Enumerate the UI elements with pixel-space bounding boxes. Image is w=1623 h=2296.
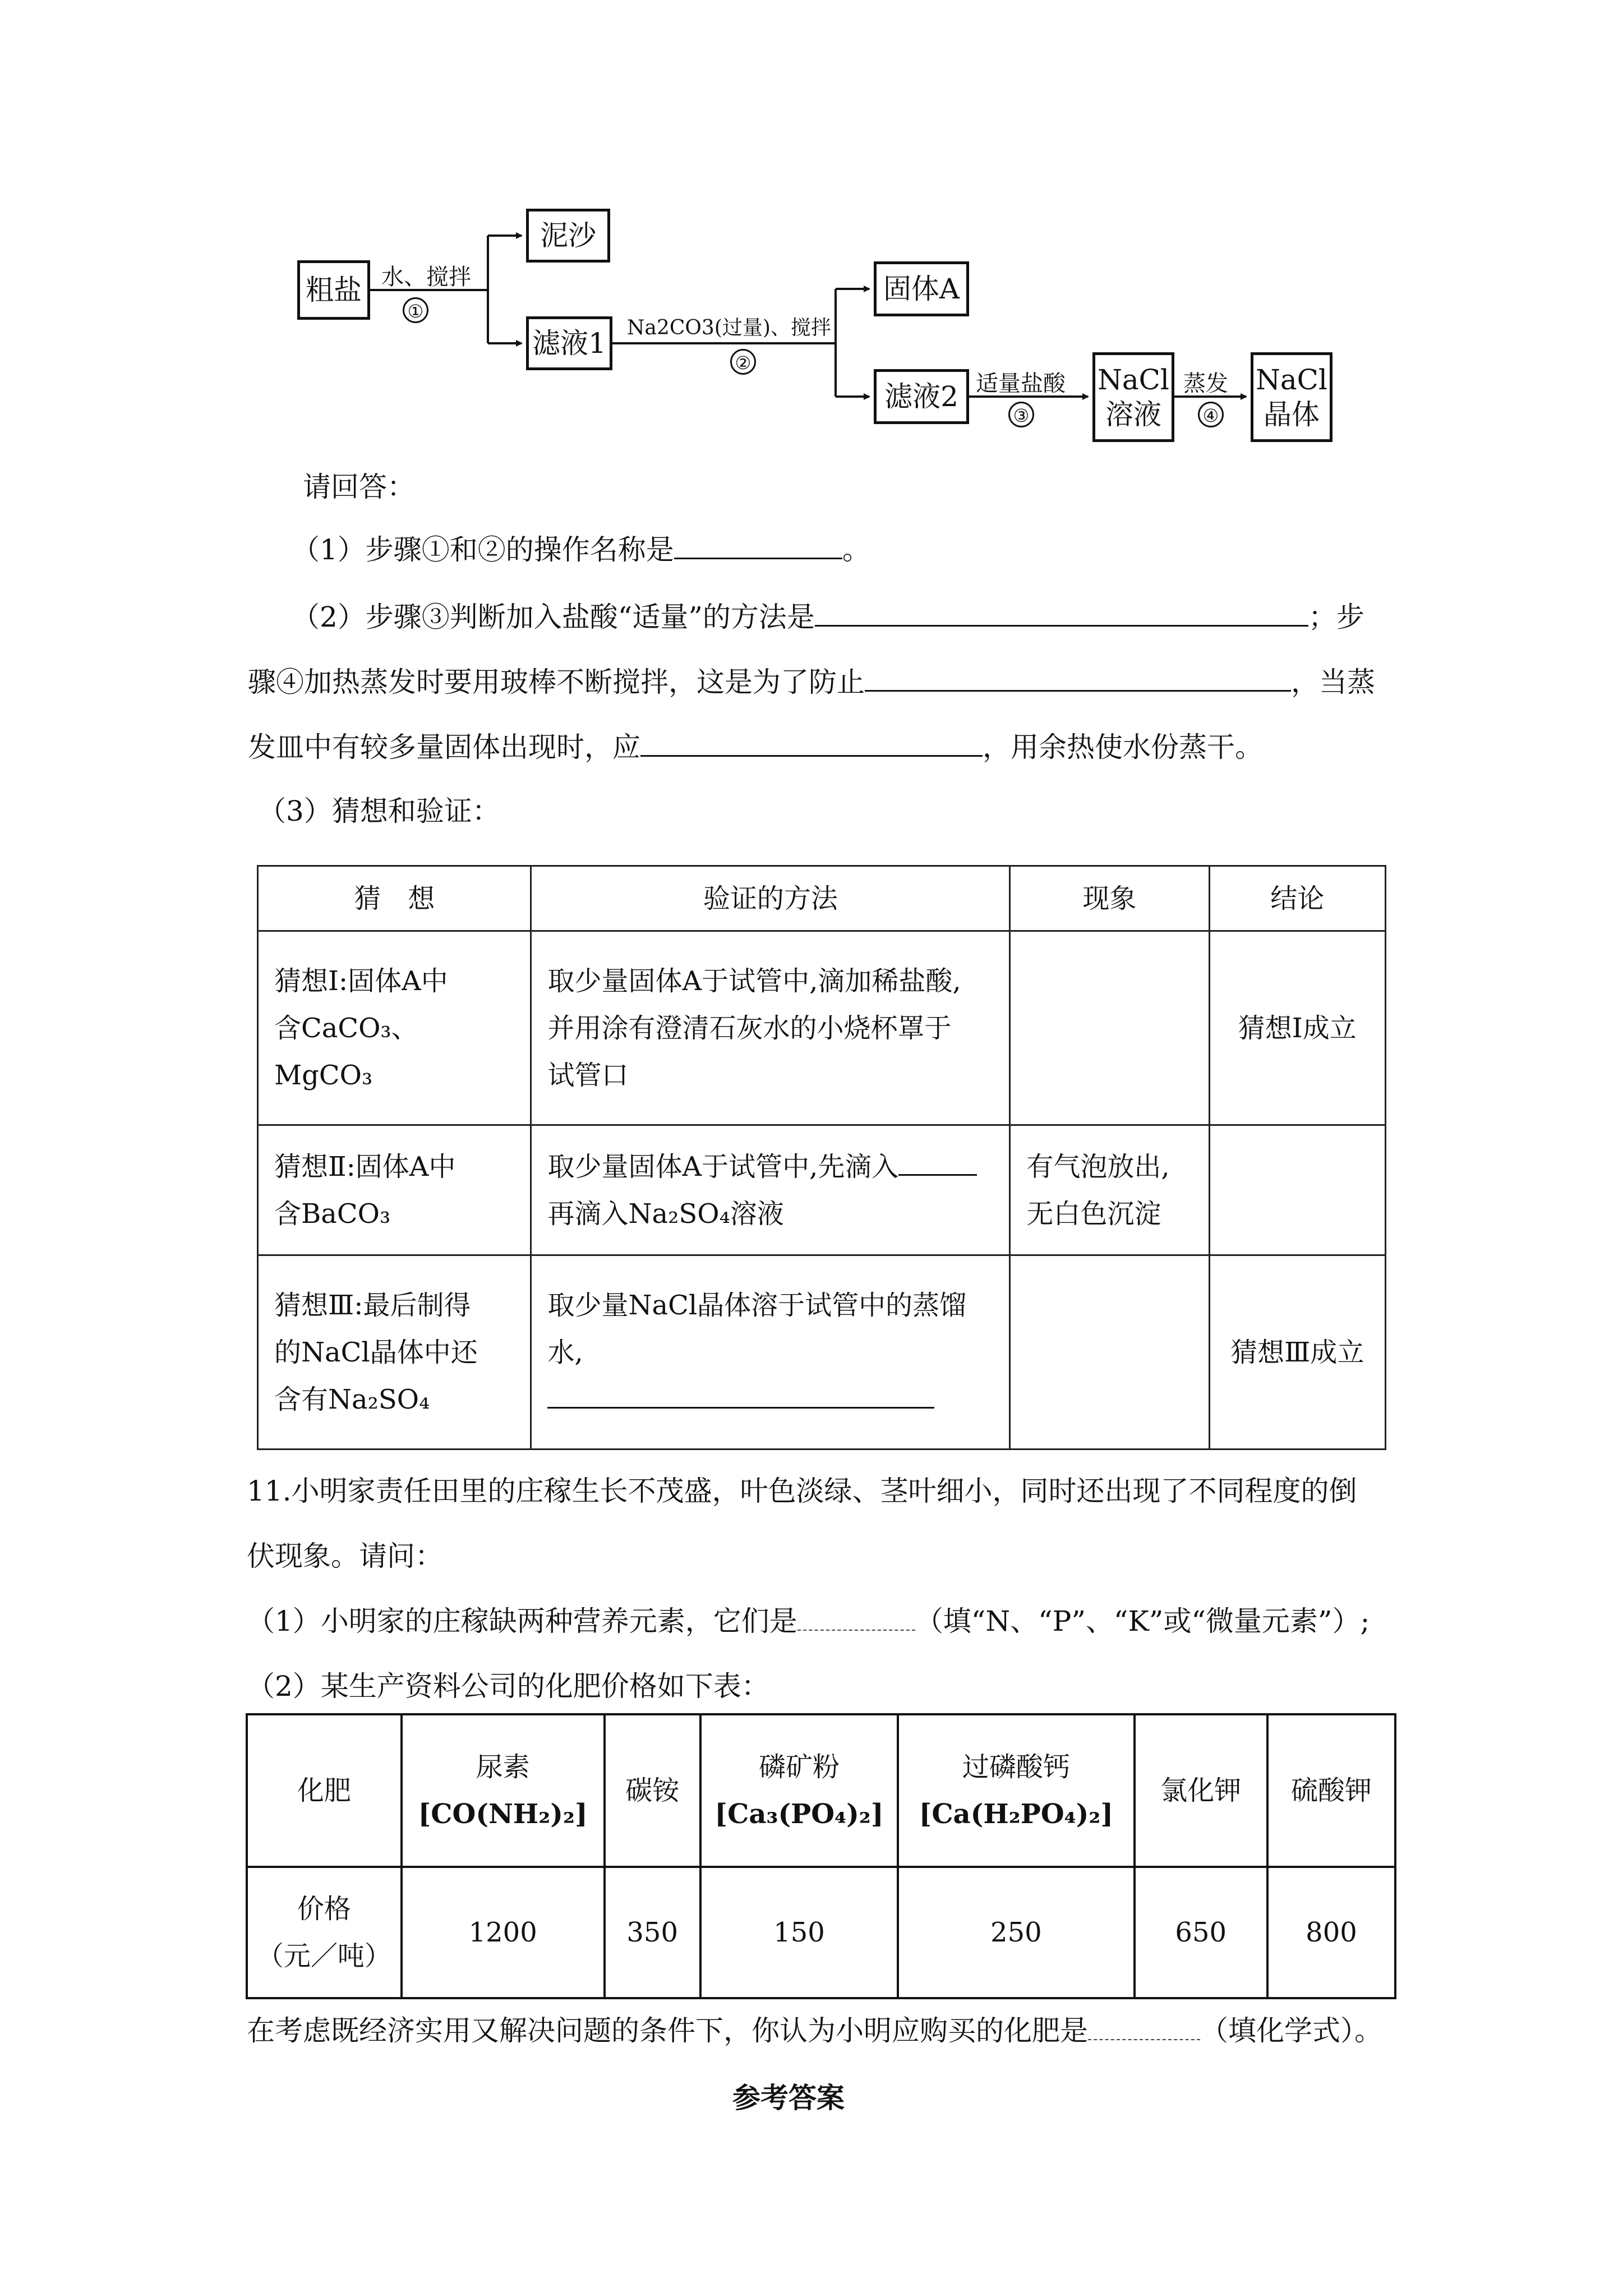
price-urea: 1200 (402, 1867, 605, 1998)
method3-line2: 水, (547, 1336, 583, 1368)
header-guess: 猜 想 (258, 866, 531, 931)
phenomenon2-cell (1010, 1125, 1209, 1255)
q10-part2-line3 (248, 730, 1263, 764)
table-row (258, 1125, 1386, 1255)
guess2-cell (258, 1125, 531, 1255)
q11-conclusion-text: 在考虑既经济实用又解决问题的条件下，你认为小明应购买的化肥是 (247, 2014, 1088, 2047)
q11-part1 (247, 1604, 1370, 1638)
q11-part1-text: （1）小明家的庄稼缺两种营养元素，它们是 (247, 1605, 797, 1637)
q10-part2-text-e: 发皿中有较多量固体出现时，应 (248, 731, 640, 763)
q10-part1-text: （1）步骤①和②的操作名称是 (292, 533, 674, 566)
price-kcl: 650 (1135, 1867, 1267, 1998)
q10-part2-blank2[interactable] (865, 665, 1291, 692)
kcl-cell: 氯化钾 (1135, 1714, 1267, 1867)
superphosphate-formula: [Ca(H₂PO₄)₂] (919, 1798, 1114, 1830)
q11-conclusion-blank[interactable] (1088, 2014, 1200, 2040)
nacl-crystal-box (1251, 352, 1332, 442)
guess1-line1: 猜想Ⅰ:固体A中 (274, 965, 448, 997)
fertilizer-price-table (246, 1713, 1396, 1999)
guess2-line2: 含BaCO₃ (274, 1198, 391, 1230)
guess1-line2: 含CaCO₃、MgCO₃ (274, 1012, 418, 1091)
step2-label: Na2CO3(过量)、搅拌 (627, 316, 831, 339)
q10-part2-line2 (248, 665, 1375, 699)
table-row (258, 1255, 1386, 1450)
crude-salt-box: 粗盐 (297, 260, 370, 320)
method1-line3: 试管口 (547, 1059, 629, 1091)
urea-formula: [CO(NH₂)₂] (418, 1798, 588, 1830)
method3-blank[interactable] (547, 1382, 934, 1409)
phenomenon2-line2: 无白色沉淀 (1026, 1198, 1161, 1230)
q11-part1-blank[interactable] (797, 1605, 915, 1631)
method1-line2: 并用涂有澄清石灰水的小烧杯罩于 (547, 1012, 952, 1044)
guess3-line3: 含有Na₂SO₄ (274, 1383, 430, 1415)
method3-blank-line (547, 1376, 993, 1423)
guess1-cell (258, 931, 531, 1125)
nacl-crystal-line1: NaCl (1256, 364, 1327, 396)
method3-cell (531, 1255, 1010, 1450)
q10-part1-end: 。 (842, 533, 870, 566)
hypothesis-table-header (258, 866, 1386, 931)
q10-part2-text-a: （2）步骤③判断加入盐酸“适量”的方法是 (292, 601, 815, 633)
step1-label: 水、搅拌 (381, 264, 471, 290)
q10-part2-blank3[interactable] (640, 730, 983, 757)
price-label-cell (247, 1867, 402, 1998)
q10-part2-line1 (292, 600, 1364, 634)
step1-number: ① (403, 297, 428, 323)
step3-label: 适量盐酸 (976, 371, 1066, 397)
fertilizer-label-cell: 化肥 (247, 1714, 402, 1867)
fertilizer-row (247, 1714, 1395, 1867)
superphosphate-cell (898, 1714, 1134, 1867)
phosphate-rock-cell (700, 1714, 898, 1867)
method1-cell (531, 931, 1010, 1125)
flowchart-connectors (0, 0, 1623, 460)
step4-number: ④ (1198, 402, 1224, 427)
phosphate-rock-name: 磷矿粉 (758, 1751, 840, 1783)
guess3-line1: 猜想Ⅲ:最后制得 (274, 1289, 471, 1321)
step3-number: ③ (1008, 402, 1034, 427)
method2-line2: 再滴入Na₂SO₄溶液 (547, 1198, 784, 1230)
answers-title: 参考答案 (732, 2081, 845, 2114)
conclusion1-cell: 猜想Ⅰ成立 (1209, 931, 1386, 1125)
guess3-cell (258, 1255, 531, 1450)
header-method: 验证的方法 (531, 866, 1010, 931)
price-label-line2: （元／吨） (256, 1940, 391, 1972)
table-row (258, 931, 1386, 1125)
ammonium-bicarbonate-cell: 碳铵 (605, 1714, 700, 1867)
q11-part1-hint: （填“N、“P”、“K”或“微量元素”）; (915, 1605, 1370, 1637)
q10-part2-text-d: ，当蒸 (1291, 666, 1375, 698)
nacl-crystal-line2: 晶体 (1264, 398, 1320, 431)
k2so4-cell: 硫酸钾 (1267, 1714, 1395, 1867)
q10-part2-text-f: ，用余热使水份蒸干。 (983, 731, 1263, 763)
price-k2so4: 800 (1267, 1867, 1395, 1998)
q10-part1-blank[interactable] (674, 533, 842, 559)
superphosphate-name: 过磷酸钙 (962, 1751, 1070, 1783)
method3-line1: 取少量NaCl晶体溶于试管中的蒸馏 (547, 1289, 967, 1321)
sediment-box: 泥沙 (526, 209, 610, 263)
filtrate1-box: 滤液1 (526, 316, 612, 370)
urea-name: 尿素 (476, 1751, 530, 1783)
hypothesis-table (257, 865, 1386, 1450)
urea-cell (402, 1714, 605, 1867)
q10-part2-blank1[interactable] (815, 600, 1308, 627)
method2-text: 取少量固体A于试管中,先滴入 (547, 1151, 899, 1182)
price-row (247, 1867, 1395, 1998)
price-superphosphate: 250 (898, 1867, 1134, 1998)
q11-part2: （2）某生产资料公司的化肥价格如下表： (247, 1670, 769, 1703)
price-ammonium: 350 (605, 1867, 700, 1998)
price-phosphate-rock: 150 (700, 1867, 898, 1998)
q11-line1: 11.小明家责任田里的庄稼生长不茂盛，叶色淡绿、茎叶细小，同时还出现了不同程度的倒 (247, 1475, 1357, 1507)
price-label-line1: 价格 (297, 1893, 351, 1925)
method2-line1 (547, 1143, 993, 1190)
step2-number: ② (730, 349, 756, 375)
q10-part3: （3）猜想和验证： (258, 795, 500, 827)
solid-a-box: 固体A (874, 261, 969, 316)
conclusion3-cell: 猜想Ⅲ成立 (1209, 1255, 1386, 1450)
q10-part2-text-b: ；步 (1308, 601, 1364, 633)
nacl-solution-box (1092, 352, 1174, 442)
q10-part2-text-c: 骤④加热蒸发时要用玻棒不断搅拌，这是为了防止 (248, 666, 865, 698)
filtrate2-box: 滤液2 (874, 369, 969, 424)
q11-conclusion-hint: （填化学式）。 (1200, 2014, 1382, 2047)
q10-part1 (292, 533, 870, 567)
method1-line1: 取少量固体A于试管中,滴加稀盐酸, (547, 965, 961, 997)
nacl-solution-line2: 溶液 (1105, 398, 1161, 431)
conclusion2-cell[interactable] (1209, 1125, 1386, 1255)
header-conclusion: 结论 (1209, 866, 1386, 931)
nacl-solution-line1: NaCl (1098, 364, 1169, 396)
header-phenomenon: 现象 (1010, 866, 1209, 931)
phosphate-rock-formula: [Ca₃(PO₄)₂] (714, 1798, 884, 1830)
step4-label: 蒸发 (1183, 371, 1228, 397)
q11-conclusion (247, 2014, 1382, 2047)
q11-line2: 伏现象。请问： (247, 1540, 443, 1572)
method2-blank[interactable] (898, 1149, 977, 1176)
answer-prompt: 请回答： (303, 471, 415, 503)
method2-cell (531, 1125, 1010, 1255)
guess2-line1: 猜想Ⅱ:固体A中 (274, 1151, 456, 1182)
phenomenon1-cell[interactable] (1010, 931, 1209, 1125)
phenomenon3-cell[interactable] (1010, 1255, 1209, 1450)
guess3-line2: 的NaCl晶体中还 (274, 1336, 478, 1368)
phenomenon2-line1: 有气泡放出, (1026, 1151, 1170, 1182)
